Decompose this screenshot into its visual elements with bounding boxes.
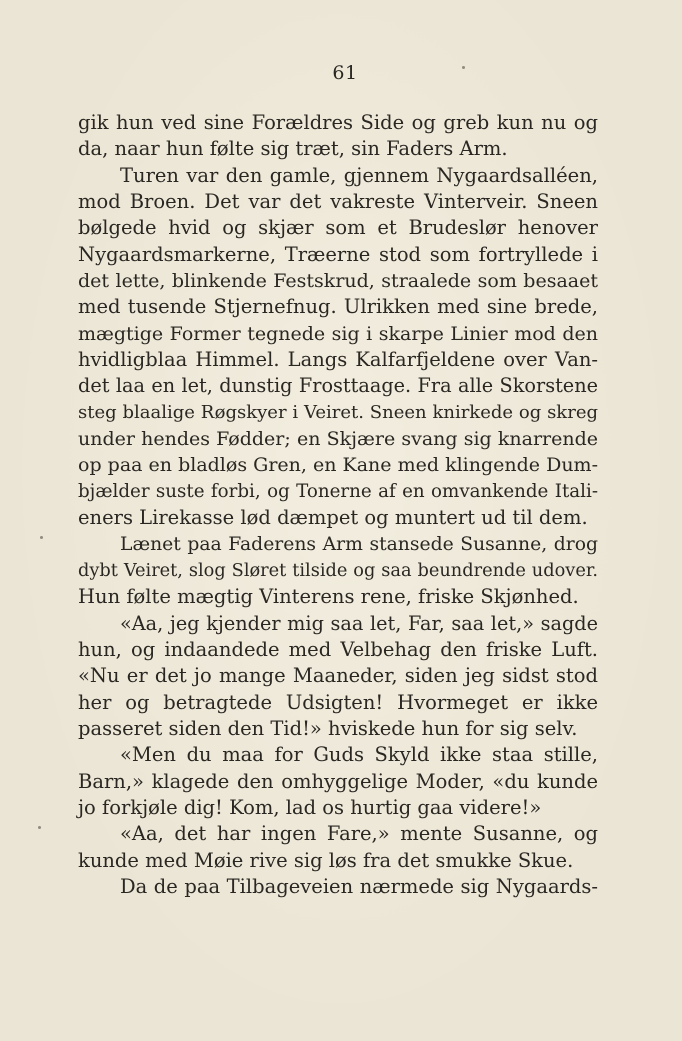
text-line: Barn,» klagede den omhyggelige Moder, «du kunde [78,769,598,793]
text-line: Hun følte mægtig Vinterens rene, friske Skjønhed. [78,585,579,609]
text-line: under hendes Fødder; en Skjære svang sig knarrende [78,428,598,451]
text-line: mægtige Former tegnede sig i skarpe Linier mod den [78,322,598,345]
body-text [78,110,598,900]
speck-mark [462,66,465,69]
text-line: passeret siden den Tid!» hviskede hun for sig selv. [78,716,578,740]
text-line: hun, og indaandede med Velbehag den friske Luft. [78,637,598,661]
text-line: bølgede hvid og skjær som et Brudeslør henover [78,216,598,240]
text-line: med tusende Stjernefnug. Ulrikken med sine brede, [78,295,598,319]
speck-mark [40,536,43,539]
text-line: «Aa, det har ingen Fare,» mente Susanne, og [120,822,598,846]
text-line: dybt Veiret, slog Sløret tilside og saa beundrende udover. [78,560,598,581]
text-line: her og betragtede Udsigten! Hvormeget er ikke [78,690,598,714]
text-line: Nygaardsmarkerne, Træerne stod som fortryllede i [78,242,598,266]
text-line: bjælder suste forbi, og Tonerne af en omvankende Itali- [78,480,598,502]
text-line: «Nu er det jo mange Maaneder, siden jeg sidst stod [78,664,598,688]
text-line: «Men du maa for Guds Skyld ikke staa stille, [120,743,598,767]
text-line: det laa en let, dunstig Frosttaage. Fra alle Skorstene [78,374,598,398]
text-line: Da de paa Tilbageveien nærmede sig Nygaards- [120,874,598,898]
text-line: hvidligblaa Himmel. Langs Kalfarfjeldene over Van- [78,348,598,372]
text-line: det lette, blinkende Festskrud, straalede som besaaet [78,270,598,293]
text-line: «Aa, jeg kjender mig saa let, Far, saa let,» sagde [120,611,598,635]
text-line: da, naar hun følte sig træt, sin Faders Arm. [78,137,508,161]
text-line: jo forkjøle dig! Kom, lad os hurtig gaa videre!» [78,795,542,819]
text-line: kunde med Møie rive sig løs fra det smukke Skue. [78,848,574,872]
text-line: gik hun ved sine Forældres Side og greb kun nu og [78,111,598,134]
text-line: steg blaalige Røgskyer i Veiret. Sneen knirkede og skreg [78,401,598,423]
text-line: op paa en bladløs Gren, en Kane med klingende Dum- [78,454,598,477]
text-line: eners Lirekasse lød dæmpet og muntert ud til dem. [78,506,588,530]
text-line: Turen var den gamle, gjennem Nygaardsalléen, [120,163,598,187]
speck-mark [38,826,41,829]
text-line: mod Broen. Det var det vakreste Vinterveir. Sneen [78,190,598,214]
page-number: 61 [332,62,358,84]
text-line: Lænet paa Faderens Arm stansede Susanne, drog [120,533,598,555]
